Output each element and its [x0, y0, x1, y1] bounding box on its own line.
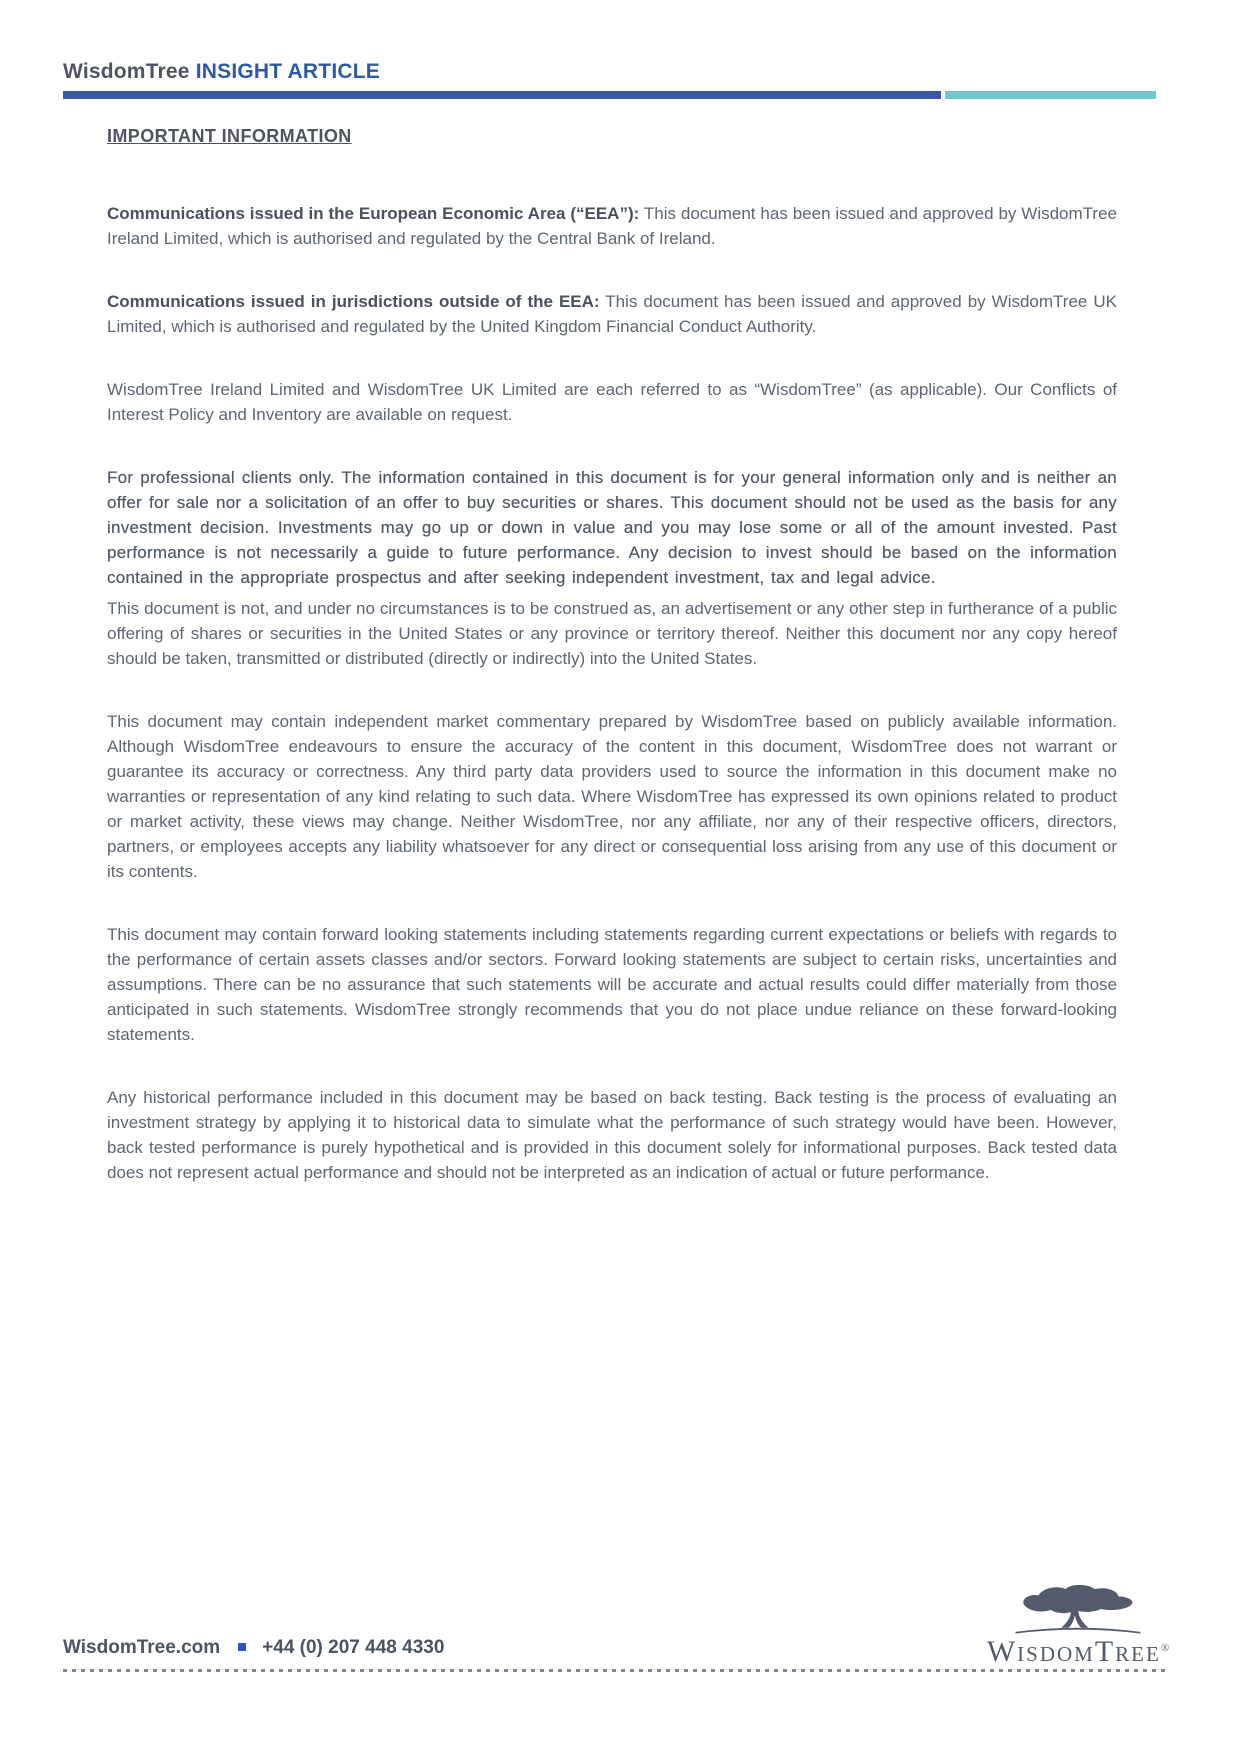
paragraph-us-restriction: This document is not, and under no circumstances is to be construed as, an advertisement or any other step in furtherance of a public offering of shares or securities in the United States or any province or territory thereof. Neither this document nor any copy hereof should be taken, transmitted or distributed (directly or indirectly) into the United States.	[107, 599, 1117, 668]
footer-contact-line	[63, 1637, 444, 1659]
paragraph-market-commentary: This document may contain independent market commentary prepared by WisdomTree based on publicly available information. Although WisdomTree endeavours to ensure the accuracy of the content in this document, WisdomTree does not warrant or guarantee its accuracy or correctness. Any third party data providers used to source the information in this document make no warranties or representation of any kind relating to such data. Where WisdomTree has expressed its own opinions related to product or market activity, these views may change. Neither WisdomTree, nor any affiliate, nor any of their respective officers, directors, partners, or employees accepts any liability whatsoever for any direct or consequential loss arising from any use of this document or its contents.	[107, 712, 1117, 881]
header-rule-teal-segment	[945, 91, 1156, 99]
brand-name: WisdomTree	[63, 60, 190, 83]
header-rule-blue-segment	[63, 91, 941, 99]
document-body	[107, 125, 1117, 1185]
paragraph-back-testing: Any historical performance included in this document may be based on back testing. Back testing is the process of evaluating an investment strategy by applying it to historical data to simulate what the performance of such strategy would have been. However, back tested performance is purely hypothetical and is provided in this document solely for informational purposes. Back tested data does not represent actual performance and should not be interpreted as an indication of actual or future performance.	[107, 1088, 1117, 1182]
paragraph-eea	[107, 201, 1117, 251]
paragraph-eea-lead: Communications issued in the European Economic Area (“EEA”):	[107, 204, 640, 223]
paragraph-outside-eea-lead: Communications issued in jurisdictions outside of the EEA:	[107, 292, 600, 311]
section-heading: IMPORTANT INFORMATION	[107, 126, 352, 146]
footer-dotted-divider	[63, 1669, 1170, 1672]
logo-wordmark	[986, 1635, 1170, 1668]
tree-icon	[1009, 1585, 1147, 1635]
footer-website-link[interactable]: WisdomTree.com	[63, 1637, 221, 1658]
bullet-square-icon	[238, 1643, 246, 1651]
paragraph-outside-eea-text: This document has been issued and approved by WisdomTree UK Limited, which is authorised and regulated by the United Kingdom Financial Conduct Authority.	[107, 292, 1117, 336]
paragraph-outside-eea	[107, 289, 1117, 339]
article-type-label: INSIGHT ARTICLE	[195, 60, 380, 83]
footer-phone-number: +44 (0) 207 448 4330	[262, 1637, 445, 1658]
paragraph-entities: WisdomTree Ireland Limited and WisdomTree UK Limited are each referred to as “WisdomTree” (as applicable). Our Conflicts of Interest Policy and Inventory are available on request.	[107, 380, 1117, 424]
paragraph-eea-text: This document has been issued and approved by WisdomTree Ireland Limited, which is authorised and regulated by the Central Bank of Ireland.	[107, 204, 1117, 248]
wisdomtree-logo	[986, 1585, 1170, 1668]
logo-wordmark-text: WisdomTree	[986, 1635, 1161, 1668]
registered-trademark-icon: ®	[1160, 1642, 1170, 1654]
paragraph-forward-looking: This document may contain forward looking statements including statements regarding current expectations or beliefs with regards to the performance of certain assets classes and/or sectors. Forward looking statements are subject to certain risks, uncertainties and assumptions. There can be no assurance that such statements will be accurate and actual results could differ materially from those anticipated in such statements. WisdomTree strongly recommends that you do not place undue reliance on these forward-looking statements.	[107, 925, 1117, 1044]
page-header	[63, 60, 1156, 99]
paragraph-professional-clients: For professional clients only. The information contained in this document is for your general information only and is neither an offer for sale nor a solicitation of an offer to buy securities or shares. This document should not be used as the basis for any investment decision. Investments may go up or down in value and you may lose some or all of the amount invested. Past performance is not necessarily a guide to future performance. Any decision to invest should be based on the information contained in the appropriate prospectus and after seeking independent investment, tax and legal advice.	[107, 468, 1117, 587]
header-title	[63, 60, 1156, 84]
page-footer	[63, 1563, 1170, 1675]
header-rule	[63, 91, 1156, 99]
